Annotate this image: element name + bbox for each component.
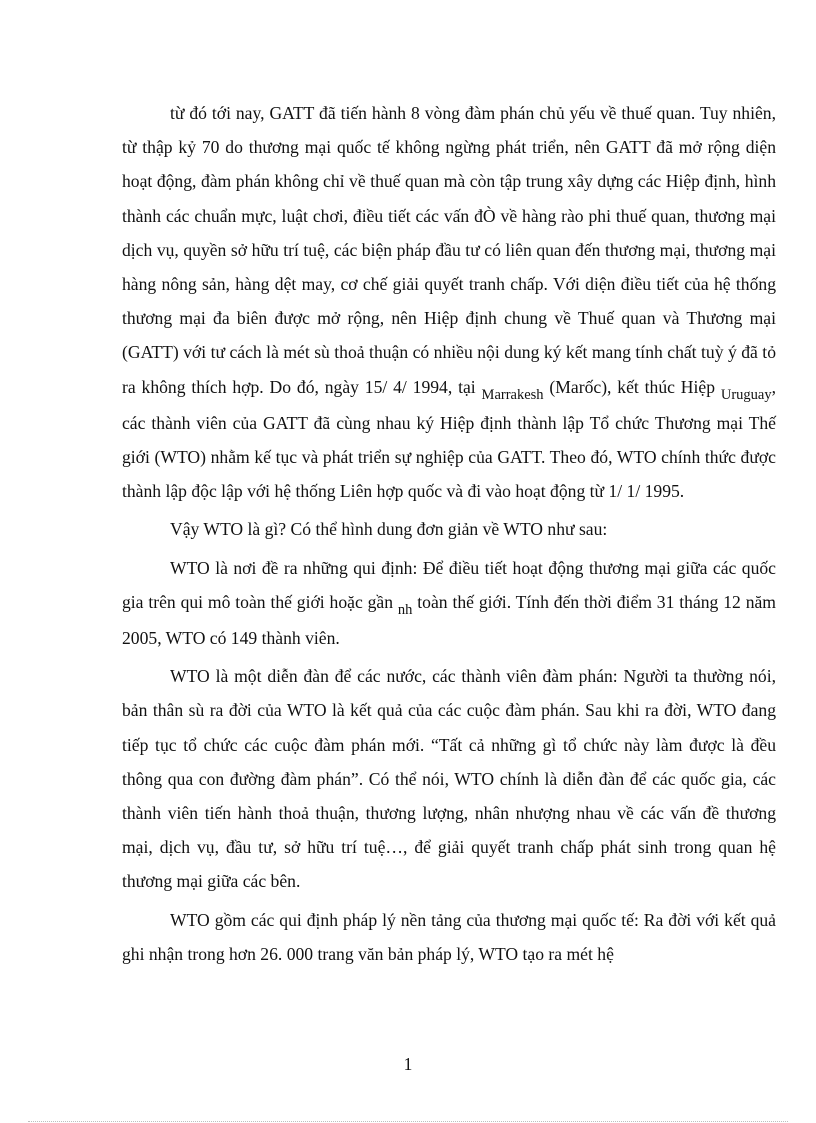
paragraph-legal-foundation (122, 903, 776, 971)
text-run: toàn thế giới. Tính đến thời điểm 31 tháng 12 năm 2005, WTO có 149 thành viên. (122, 591, 776, 649)
text-run: WTO là một diễn đàn để các nước, các thành viên đàm phán: Người ta thường nói, bản thân sù ra đời của WTO là kết quả của các cuộc đàm phán. Sau khi ra đời, WTO đang tiếp tục tổ chức các cuộc đàm phán mới. “Tất cả những gì tổ chức này làm được là đều thông qua con đường đàm phán”. Có thể nói, WTO chính là diễn đàn để các quốc gia, các thành viên tiến hành thoả thuận, thương lượng, nhân nhượng nhau về các vấn đề thương mại, dịch vụ, đầu tư, sở hữu trí tuệ…, để giải quyết tranh chấp phát sinh trong quan hệ thương mại giữa các bên. (122, 666, 776, 892)
text-run: , các thành viên của GATT đã cùng nhau ký Hiệp định thành lập Tổ chức Thương mại Thế giới (WTO) nhằm kế tục và phát triển sự nghiệp của GATT. Theo đó, WTO chính thức được thành lập độc lập với hệ thống Liên hợp quốc và đi vào hoạt động từ 1/ 1/ 1995. (122, 376, 776, 502)
place-name-marrakesh: Marrakesh (481, 386, 544, 403)
page-number: 1 (403, 1054, 413, 1074)
round-name-uruguay: Uruguay (720, 386, 772, 403)
text-run: WTO gồm các qui định pháp lý nền tảng của thương mại quốc tế: Ra đời với kết quả ghi nhận trong hơn 26. 000 trang văn bản pháp lý, WTO tạo ra mét hệ (122, 909, 776, 964)
text-fragment-nh: nh (397, 601, 413, 618)
page-bottom-border (28, 1121, 788, 1122)
text-run: (Marốc), kết thúc Hiệp (543, 376, 721, 397)
body-text (122, 96, 776, 971)
paragraph-gatt-history (122, 96, 776, 508)
text-run: WTO là nơi đề ra những qui định: Để điều tiết hoạt động thương mại giữa các quốc gia trên qui mô toàn thế giới hoặc gần (122, 557, 776, 612)
paragraph-rules (122, 551, 776, 656)
paragraph-negotiation-forum (122, 659, 776, 898)
text-run: Vậy WTO là gì? Có thể hình dung đơn giản về WTO như sau: (170, 519, 608, 540)
paragraph-what-is-wto (122, 512, 776, 546)
text-run: từ đó tới nay, GATT đã tiến hành 8 vòng đàm phán chủ yếu về thuế quan. Tuy nhiên, từ thập kỷ 70 do thương mại quốc tế không ngừng phát triển, nên GATT đã mở rộng diện hoạt động, đàm phán không chỉ về thuế quan mà còn tập trung xây dựng các Hiệp định, hình thành các chuẩn mực, luật chơi, điều tiết các vấn đÒ về hàng rào phi thuế quan, thương mại dịch vụ, quyền sở hữu trí tuệ, các biện pháp đầu tư có liên quan đến thương mại, thương mại hàng nông sản, hàng dệt may, cơ chế giải quyết tranh chấp. Với diện điều tiết của hệ thống thương mại đa biên được mở rộng, nên Hiệp định chung về Thuế quan và Thương mại (GATT) với tư cách là mét sù thoả thuận có nhiều nội dung ký kết mang tính chất tuỳ ý đã tỏ ra không thích hợp. Do đó, ngày 15/ 4/ 1994, tại (122, 103, 776, 397)
